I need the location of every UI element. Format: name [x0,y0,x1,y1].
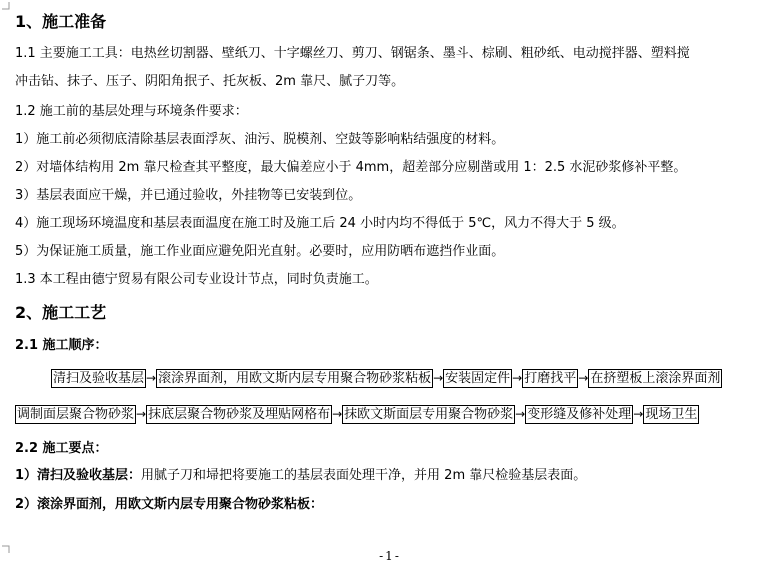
point-1-text: 用腻子刀和埽把将要施工的基层表面处理干净，并用 2m 靠尺检验基层表面。 [141,468,587,483]
page-number: -1- [379,549,401,563]
arrow-right-icon: → [332,407,343,421]
flow-step: 抹底层聚合物砂浆及埋贴网格布 [148,407,331,422]
list-item: 4）施工现场环境温度和基层表面温度在施工时及施工后 24 小时内均不得低于 5℃，风力不得大于 5 级。 [15,216,625,231]
paragraph-1-2: 1.2 施工前的基层处理与环境条件要求： [15,104,248,119]
flow-step: 滚涂界面剂，用欧文斯内层专用聚合物砂浆粘板 [158,371,432,386]
paragraph-1-3: 1.3 本工程由德宁贸易有限公司专业设计节点，同时负责施工。 [15,272,378,287]
flow-step: 变形缝及修补处理 [527,407,632,422]
flow-step: 抹欧文斯面层专用聚合物砂浆 [344,407,514,422]
arrow-right-icon: → [515,407,526,421]
flow-step: 调制面层聚合物砂浆 [17,407,135,422]
arrow-right-icon: → [433,371,444,385]
arrow-right-icon: → [633,407,644,421]
subheading-2-2: 2.2 施工要点： [15,441,108,456]
process-flow-row-1 [51,369,722,388]
flow-step: 安装固定件 [445,371,511,386]
point-1-title: 1）清扫及验收基层： [15,468,142,483]
flow-step: 在挤塑板上滚涂界面剂 [590,371,721,386]
subheading-2-1: 2.1 施工顺序： [15,338,108,353]
list-item: 2）对墙体结构用 2m 靠尺检查其平整度，最大偏差应小于 4mm，超差部分应剔凿或用 1：2.5 水泥砂浆修补平整。 [15,160,687,175]
flow-step: 现场卫生 [645,407,698,422]
paragraph-1-1-line-1: 1.1 主要施工工具：电热丝切割器、壁纸刀、十字螺丝刀、剪刀、钢锯条、墨斗、棕刷、粗砂纸、电动搅拌器、塑料搅 [15,46,690,61]
section-2-heading: 2、施工工艺 [15,303,107,322]
arrow-right-icon: → [512,371,523,385]
arrow-right-icon: → [578,371,589,385]
list-item: 1）施工前必须彻底清除基层表面浮灰、油污、脱模剂、空鼓等影响粘结强度的材料。 [15,132,505,147]
section-1-heading: 1、施工准备 [15,12,107,31]
flow-step: 打磨找平 [524,371,577,386]
process-flow-row-2 [15,405,699,424]
arrow-right-icon: → [146,371,157,385]
flow-step: 清扫及验收基层 [53,371,145,386]
point-1 [15,467,586,485]
list-item: 5）为保证施工质量，施工作业面应避免阳光直射。必要时，应用防晒布遮挡作业面。 [15,244,505,259]
arrow-right-icon: → [136,407,147,421]
point-2-title: 2）滚涂界面剂，用欧文斯内层专用聚合物砂浆粘板： [15,497,324,512]
corner-crop-mark-icon [2,2,10,10]
list-item: 3）基层表面应干燥，并已通过验收，外挂物等已安装到位。 [15,188,362,203]
paragraph-1-1-line-2: 冲击钻、抹子、压子、阴阳角抿子、托灰板、2m 靠尺、腻子刀等。 [15,74,405,89]
